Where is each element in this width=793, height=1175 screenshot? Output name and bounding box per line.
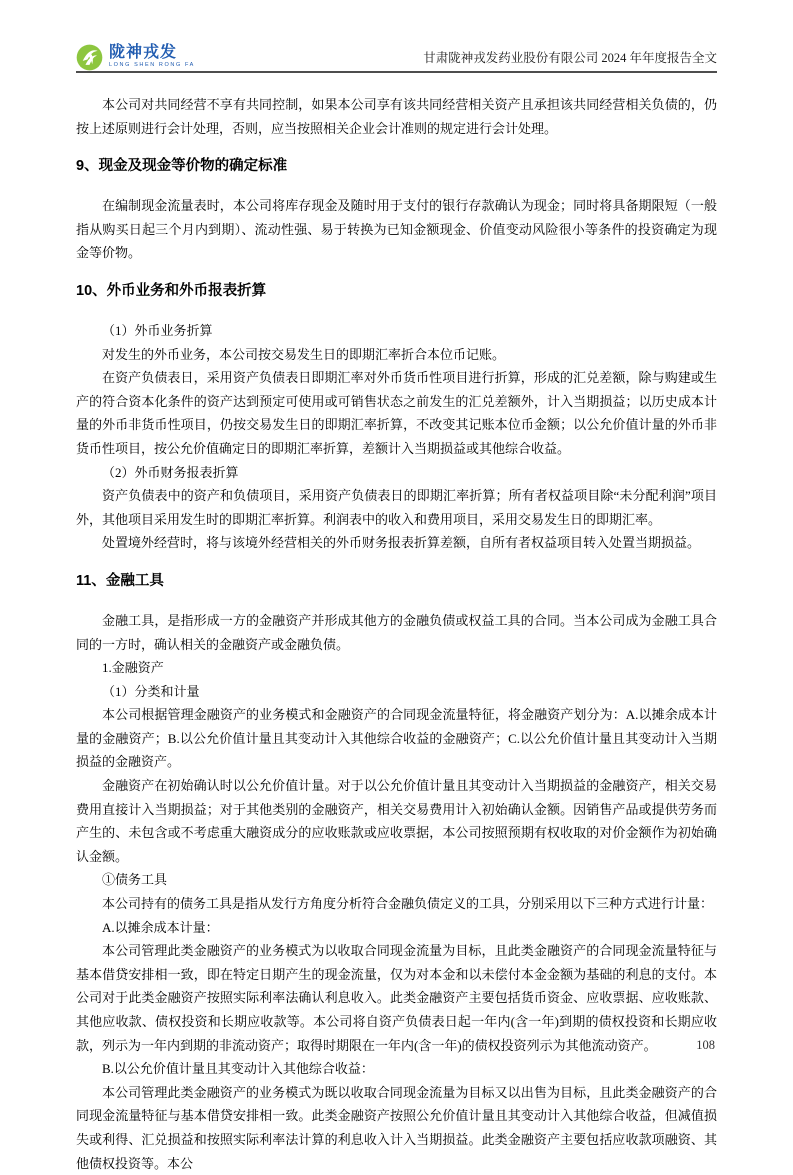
paragraph: 1.金融资产	[102, 660, 164, 676]
paragraph: （1）外币业务折算	[102, 322, 213, 338]
paragraph: （1）分类和计量	[102, 683, 200, 699]
paragraph: 本公司根据管理金融资产的业务模式和金融资产的合同现金流量特征，将金融资产划分为：A.以摊余成本计量的金融资产；B.以公允价值计量且其变动计入其他综合收益的金融资产；C.以公允价值计量且其变动计入当期损益的金融资产。	[76, 707, 717, 770]
brand-name-cn: 陇神戎发	[109, 44, 178, 62]
paragraph: A.以摊余成本计量：	[102, 919, 219, 935]
paragraph: 本公司持有的债务工具是指从发行方角度分析符合金融负债定义的工具，分别采用以下三种方式进行计量：	[102, 896, 714, 912]
paragraph: B.以公允价值计量且其变动计入其他综合收益：	[102, 1061, 374, 1077]
document-body	[76, 93, 717, 1171]
page-header	[76, 42, 717, 72]
paragraph: 在编制现金流量表时，本公司将库存现金及随时用于支付的银行存款确认为现金；同时将具备期限短（一般指从购买日起三个月内到期）、流动性强、易于转换为已知金额现金、价值变动风险很小等条件的投资确定为现金等价物。	[76, 198, 717, 261]
paragraph: 金融资产在初始确认时以公允价值计量。对于以公允价值计量且其变动计入当期损益的金融资产，相关交易费用直接计入当期损益；对于其他类别的金融资产，相关交易费用计入初始确认金额。因销售产品或提供劳务而产生的、未包含或不考虑重大融资成分的应收账款或应收票据，本公司按照预期有权收取的对价金额作为初始确认金额。	[76, 778, 717, 864]
logo-leaf-icon	[76, 44, 103, 71]
header-divider	[76, 71, 717, 73]
company-logo	[76, 44, 195, 71]
paragraph: 本公司对共同经营不享有共同控制，如果本公司享有该共同经营相关资产且承担该共同经营相关负债的，仍按上述原则进行会计处理，否则，应当按照相关企业会计准则的规定进行会计处理。	[76, 97, 717, 136]
paragraph: 对发生的外币业务，本公司按交易发生日的即期汇率折合本位币记账。	[102, 346, 506, 362]
brand-text	[109, 45, 195, 69]
report-title: 甘肃陇神戎发药业股份有限公司 2024 年年度报告全文	[423, 51, 717, 65]
page-number: 108	[696, 1038, 715, 1052]
section-heading: 10、外币业务和外币报表折算	[76, 282, 267, 299]
section-heading: 11、金融工具	[76, 572, 164, 589]
section-heading: 9、现金及现金等价物的确定标准	[76, 158, 288, 175]
paragraph: 本公司管理此类金融资产的业务模式为既以收取合同现金流量为目标又以出售为目标，且此类金融资产的合同现金流量特征与基本借贷安排相一致。此类金融资产按照公允价值计量且其变动计入其他综合收益，但减值损失或利得、汇兑损益和按照实际利率法计算的利息收入计入当期损益。此类金融资产主要包括应收款项融资、其他债权投资等。本公	[76, 1084, 717, 1171]
paragraph: ①债务工具	[102, 872, 168, 888]
paragraph: 金融工具，是指形成一方的金融资产并形成其他方的金融负债或权益工具的合同。当本公司成为金融工具合同的一方时，确认相关的金融资产或金融负债。	[76, 612, 717, 652]
paragraph: （2）外币财务报表折算	[102, 464, 239, 480]
paragraph: 在资产负债表日，采用资产负债表日即期汇率对外币货币性项目进行折算，形成的汇兑差额，除与购建或生产的符合资本化条件的资产达到预定可使用或可销售状态之前发生的汇兑差额外，计入当期损益；以历史成本计量的外币非货币性项目，仍按交易发生日的即期汇率折算，不改变其记账本位币金额；以公允价值计量的外币非货币性项目，按公允价值确定日的即期汇率折算，差额计入当期损益或其他综合收益。	[76, 370, 717, 456]
paragraph: 资产负债表中的资产和负债项目，采用资产负债表日的即期汇率折算；所有者权益项目除“未分配利润”项目外，其他项目采用发生时的即期汇率折算。利润表中的收入和费用项目，采用交易发生日的即期汇率。	[76, 488, 717, 527]
brand-name-en: LONG SHEN RONG FA	[109, 62, 195, 69]
paragraph: 处置境外经营时，将与该境外经营相关的外币财务报表折算差额，自所有者权益项目转入处置当期损益。	[102, 535, 701, 551]
paragraph: 本公司管理此类金融资产的业务模式为以收取合同现金流量为目标，且此类金融资产的合同现金流量特征与基本借贷安排相一致，即在特定日期产生的现金流量，仅为对本金和以未偿付本金金额为基础的利息的支付。本公司对于此类金融资产按照实际利率法确认利息收入。此类金融资产主要包括货币资金、应收票据、应收账款、其他应收款、债权投资和长期应收款等。本公司将自资产负债表日起一年内(含一年)到期的债权投资和长期应收款，列示为一年内到期的非流动资产；取得时期限在一年内(含一年)的债权投资列示为其他流动资产。	[76, 943, 717, 1053]
